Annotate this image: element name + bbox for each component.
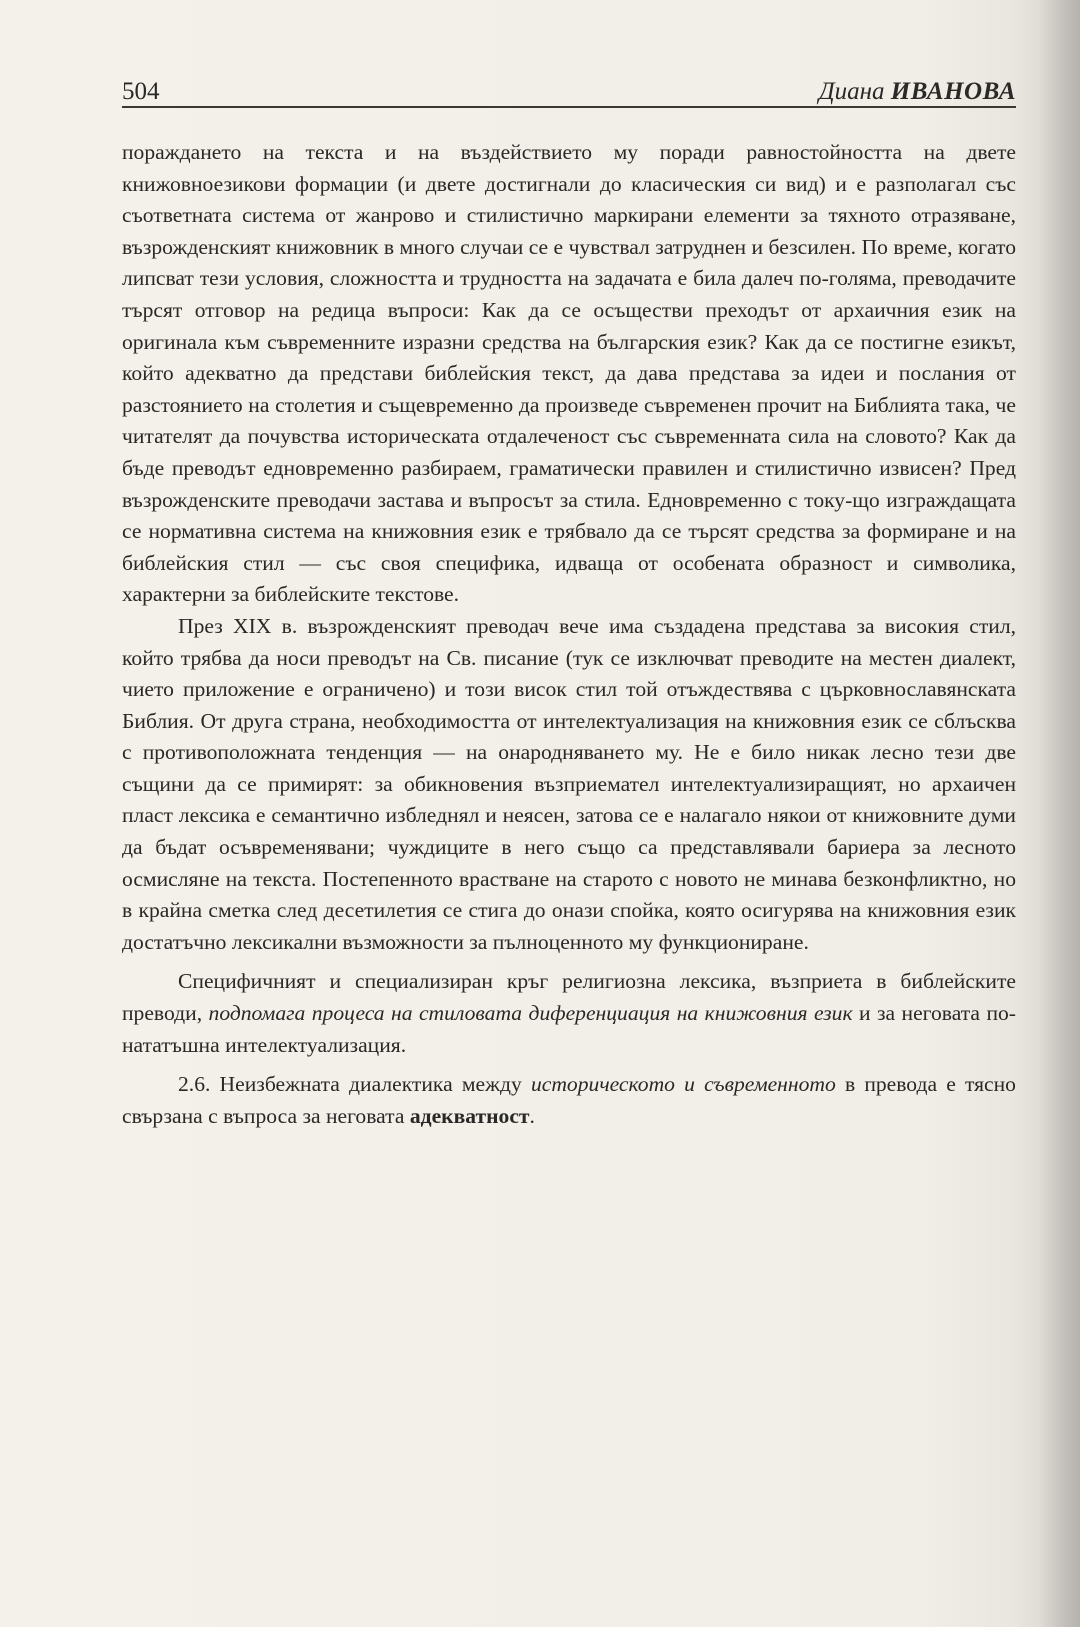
paragraph-4: [122, 1069, 1016, 1132]
author-surname: ИВАНОВА: [890, 78, 1016, 105]
paragraph-4-italic: историческото и съвременното: [530, 1072, 836, 1097]
paragraph-4-bold: адекватност: [409, 1103, 530, 1128]
running-head-author: [819, 78, 1016, 106]
paragraph-4-before: 2.6. Неизбежната диалектика между: [178, 1072, 531, 1097]
paragraph-3-after: и за неговата по-нататъшна интелектуализация.: [122, 1001, 1016, 1057]
paragraph-4-after: .: [529, 1103, 535, 1128]
paragraph-3: [122, 966, 1016, 1061]
paragraph-2: През XIX в. възрожденският преводач вече има създадена представа за високия стил, който трябва да носи преводът на Св. писание (тук се изключват преводите на местен диалект, чието приложение е ограничено) и този висок стил той отъждествява с църковнославянската Библия. От друга страна, необходимостта от интелектуализация на книжовния език се сблъсква с противоположната тенденция — на онародняването му. Не е било никак лесно тези две същини да се примирят: за обикновения възприемател интелектуализиращият, но архаичен пласт лексика е семантично избледнял и неясен, затова се е налагало някои от книжовните думи да бъдат осъвременявани; чуждиците в него също са представлявали бариера за лесното осмисляне на текста. Постепенното врастване на старото с новото не минава безконфликтно, но в крайна сметка след десетилетия се стига до онази спойка, която осигурява на книжовния език достатъчно лексикални възможности за пълноценното му функциониране.: [122, 613, 1016, 954]
paragraph-1: пораждането на текста и на въздействието му поради равностойността на двете книжовноезикови формации (и двете достигнали до класическия си вид) и е разполагал със съответната система от жанрово и стилистично маркирани елементи за тяхното отразяване, възрожденският книжовник в много случаи се е чувствал затруднен и безсилен. По време, когато липсват тези условия, сложността и трудността на задачата е била далеч по-голяма, преводачите търсят отговор на редица въпроси: Как да се осъществи преходът от архаичния език на оригинала към съвременните изразни средства на българския език? Как да се постигне езикът, който адекватно да представи библейския текст, да дава представа за идеи и послания от разстоянието на столетия и същевременно да произведе съвременен прочит на Библията така, че читателят да почувства историческата отдалеченост със съвременната сила на словото? Как да бъде преводът едновременно разбираем, граматически правилен и стилистично извисен? Пред възрожденските преводачи застава и въпросът за стила. Едновременно с току-що изграждащата се нормативна система на книжовния език е трябвало да се търсят средства за формиране и на библейския стил — със своя специфика, идваща от особената образност и символика, характерни за библейските текстове.: [122, 140, 1016, 607]
paragraph-3-before: Специфичният и специализиран кръг религиозна лексика, възприета в библейските преводи,: [122, 969, 1016, 1026]
paragraph-3-italic: подпомага процеса на стиловата диференциация на книжовния език: [208, 1001, 853, 1026]
page-gutter-shadow: [1040, 0, 1080, 1627]
running-header: [122, 74, 1016, 110]
body-text: [122, 137, 1016, 1132]
paragraph-4-middle: в превода е тясно свързана с въпроса за неговата: [122, 1072, 1016, 1128]
author-first-name: Диана: [818, 78, 885, 105]
page-number: 504: [122, 78, 160, 105]
header-rule: [122, 106, 1016, 108]
